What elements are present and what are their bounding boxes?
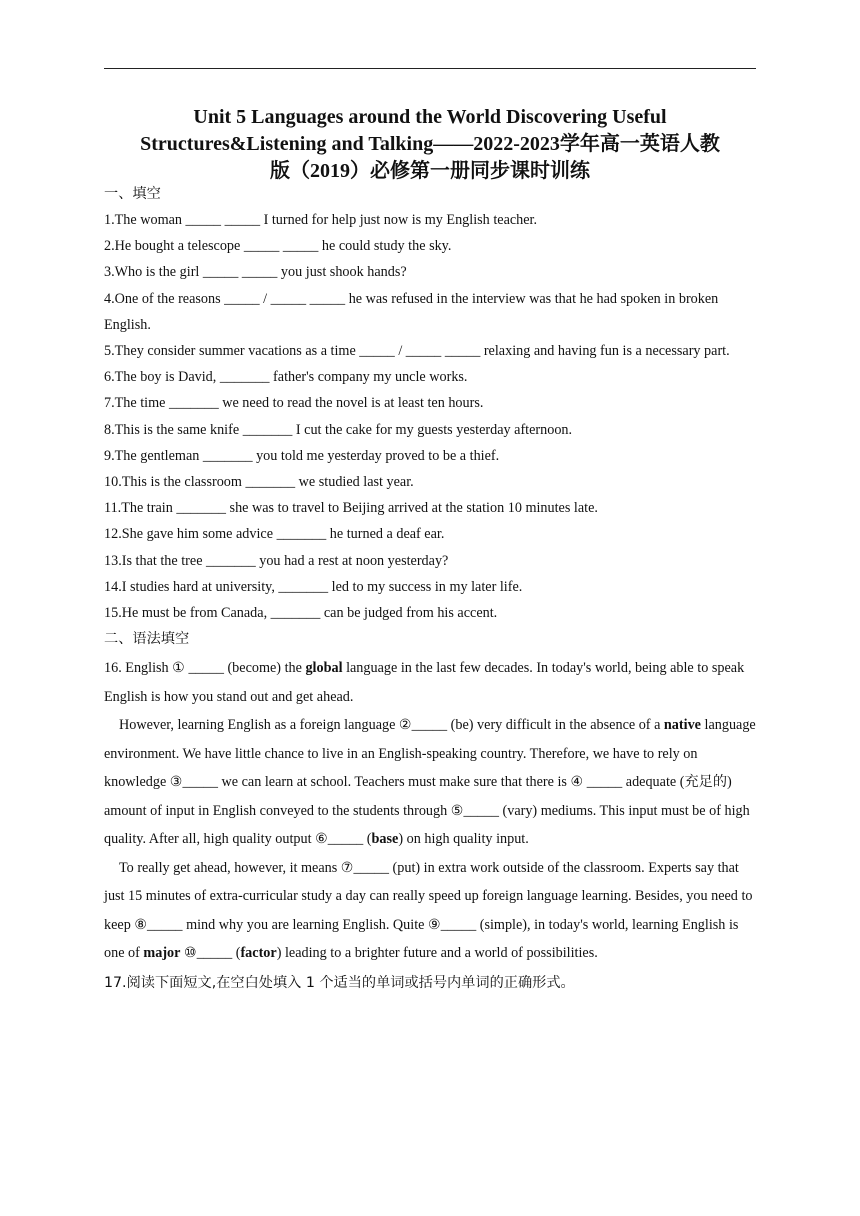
- question-2: 2.He bought a telescope _____ _____ he could study the sky.: [104, 238, 452, 255]
- question-8: 8.This is the same knife _______ I cut the cake for my guests yesterday afternoon.: [104, 421, 573, 438]
- section-heading-fill-in: 一、填空: [104, 186, 161, 202]
- bold-word-major: major: [143, 945, 181, 962]
- title-line-2: Structures&Listening and Talking——2022-2023学年高一英语人教: [140, 133, 720, 155]
- question-7: 7.The time _______ we need to read the novel is at least ten hours.: [104, 395, 484, 412]
- passage-paragraph-1: 16. English ① _____ (become) the global language in the last few decades. In today's world, being able to speak English is how you stand out and get ahead.: [104, 660, 745, 705]
- document-title: [104, 104, 756, 185]
- question-5: 5.They consider summer vacations as a time _____ / _____ _____ relaxing and having fun is a necessary part.: [104, 343, 730, 360]
- question-3: 3.Who is the girl _____ _____ you just shook hands?: [104, 264, 407, 281]
- section-heading-grammar: 二、语法填空: [104, 631, 190, 648]
- document-body: [104, 181, 756, 996]
- question-10: 10.This is the classroom _______ we studied last year.: [104, 474, 414, 491]
- question-1: 1.The woman _____ _____ I turned for help just now is my English teacher.: [104, 212, 538, 228]
- question-15: 15.He must be from Canada, _______ can be judged from his accent.: [104, 605, 498, 622]
- question-11: 11.The train _______ she was to travel to Beijing arrived at the station 10 minutes late.: [104, 500, 598, 517]
- bold-word-native: native: [663, 717, 701, 734]
- title-line-1: Unit 5 Languages around the World Discovering Useful: [193, 106, 667, 128]
- bold-word-base: base: [371, 831, 399, 848]
- question-17-instruction: 17.阅读下面短文,在空白处填入 1 个适当的单词或括号内单词的正确形式。: [104, 974, 575, 991]
- header-rule: [104, 68, 756, 69]
- question-4: 4.One of the reasons _____ / _____ _____ he was refused in the interview was that he had spoken in broken English.: [104, 290, 719, 333]
- passage-paragraph-3: To really get ahead, however, it means ⑦_____ (put) in extra work outside of the classroom. Experts say that just 15 minutes of extra-curricular study a day can really speed up foreign language learning. Besides, you need to keep ⑧_____ mind why you are learning English. Quite ⑨_____ (simple), in today's world, learning English is one of major ⑩_____ (factor) leading to a brighter future and a world of possibilities.: [104, 859, 753, 962]
- question-6: 6.The boy is David, _______ father's company my uncle works.: [104, 369, 468, 386]
- bold-word-factor: factor: [240, 945, 277, 962]
- question-12: 12.She gave him some advice _______ he turned a deaf ear.: [104, 526, 445, 543]
- grammar-passage: [104, 654, 756, 968]
- question-14: 14.I studies hard at university, _______ led to my success in my later life.: [104, 578, 523, 595]
- question-13: 13.Is that the tree _______ you had a rest at noon yesterday?: [104, 552, 449, 569]
- bold-word-global: global: [305, 660, 343, 677]
- passage-paragraph-2: However, learning English as a foreign language ②_____ (be) very difficult in the absence of a native language environment. We have little chance to live in an English-speaking country. Therefore, we have to rely on knowledge ③_____ we can learn at school. Teachers must make sure that there is ④ _____ adequate (充足的) amount of input in English conveyed to the students through ⑤_____ (vary) mediums. This input must be of high quality. After all, high quality output ⑥_____ (base) on high quality input.: [104, 717, 756, 848]
- title-line-3: 版（2019）必修第一册同步课时训练: [270, 160, 590, 182]
- question-9: 9.The gentleman _______ you told me yesterday proved to be a thief.: [104, 447, 500, 464]
